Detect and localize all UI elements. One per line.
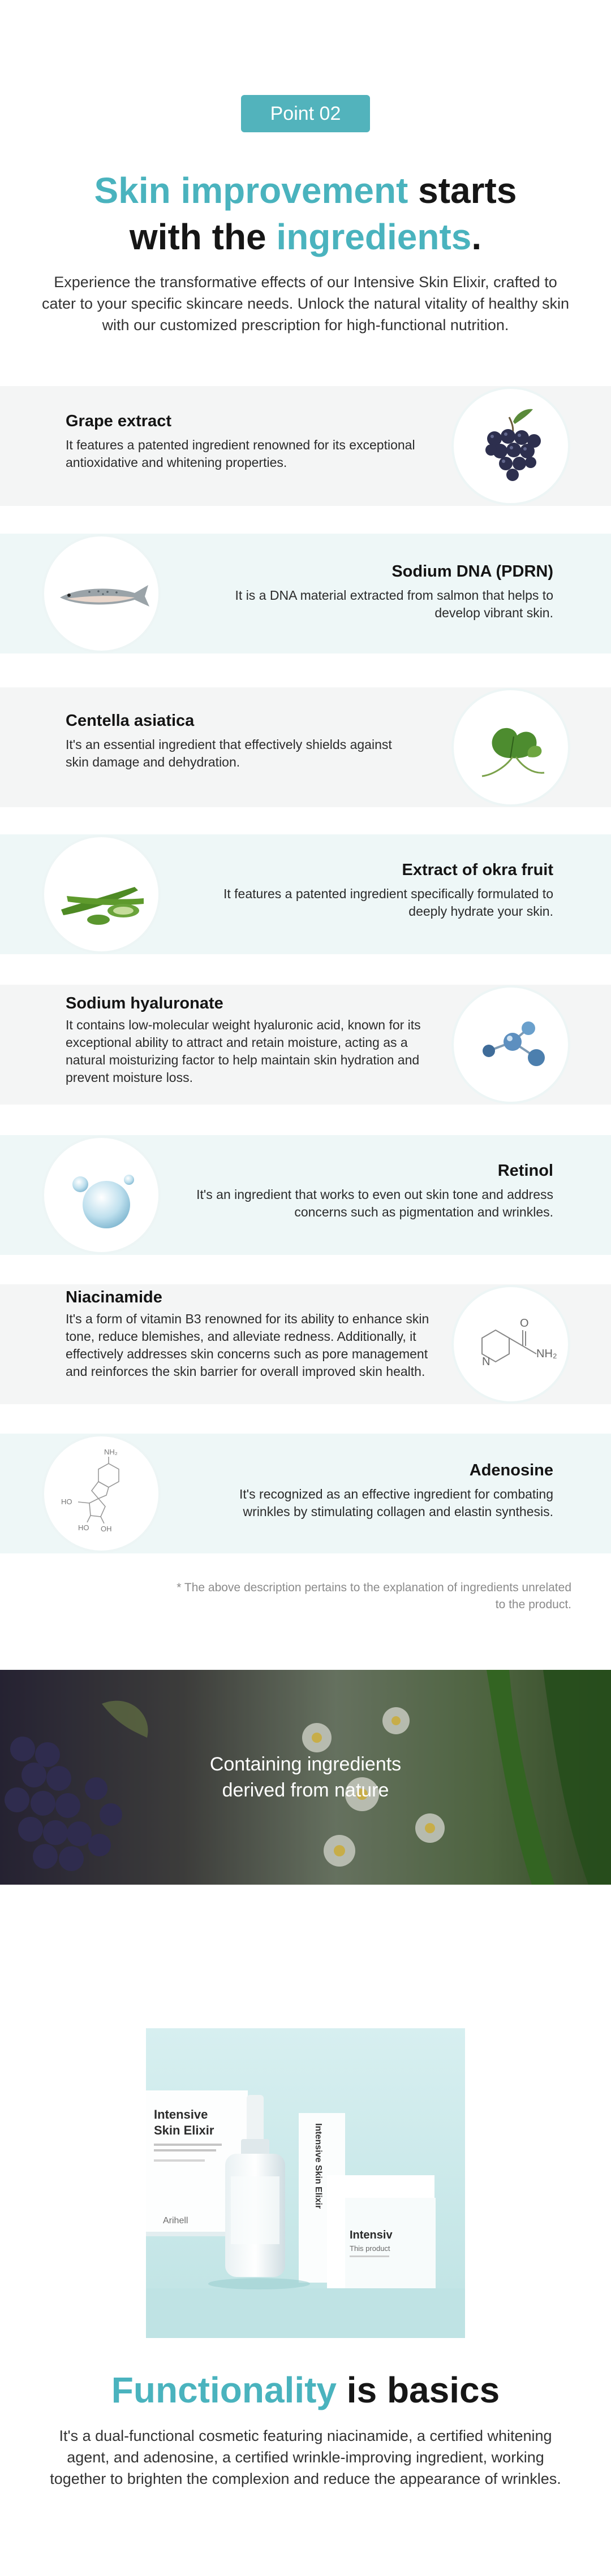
- headline-highlight-2: ingredients: [276, 217, 472, 257]
- centella-leaf-icon: [451, 688, 570, 807]
- ingredient-okra: [181, 859, 553, 920]
- headline-line-2: [0, 214, 611, 260]
- ingredient-desc: It features a patented ingredient specifically formulated to deeply hydrate your skin.: [223, 886, 553, 919]
- headline-line-1: [0, 167, 611, 214]
- functionality-title-rest: is basics: [337, 2370, 500, 2410]
- niacinamide-n-label: N: [482, 1356, 490, 1368]
- ingredient-title: Retinol: [497, 1162, 553, 1180]
- ingredient-title: Extract of okra fruit: [402, 861, 553, 879]
- disclaimer-note: * The above description pertains to the explanation of ingredients unrelated to the product.: [177, 1581, 571, 1611]
- headline-highlight-1: Skin improvement: [94, 170, 408, 211]
- product-box-front-title: Intensiv: [350, 2229, 393, 2241]
- point-badge: Point 02: [241, 95, 370, 132]
- niacinamide-nh2-label: NH₂: [536, 1348, 557, 1360]
- adenosine-ho2-label: HO: [78, 1523, 89, 1532]
- product-box-vertical-text: Intensive Skin Elixir: [313, 2123, 323, 2209]
- ingredient-title: Centella asiatica: [66, 712, 195, 730]
- molecule-icon: [451, 985, 570, 1104]
- ingredient-desc: It contains low-molecular weight hyaluronic acid, known for its exceptional ability to attract and retain moisture, acting as a natural moisturizing factor to help maintain skin hydration and prevent moisture loss.: [66, 1018, 421, 1085]
- ingredient-title: Sodium hyaluronate: [66, 994, 223, 1012]
- product-brand: Arihell: [163, 2216, 188, 2226]
- functionality-title-highlight: Functionality: [111, 2370, 337, 2410]
- functionality-title: [0, 2367, 611, 2413]
- headline-rest-1: starts: [408, 170, 517, 211]
- product-box-front-subtext: This product: [350, 2244, 390, 2253]
- adenosine-nh2-label: NH₂: [104, 1448, 118, 1456]
- ingredient-title: Niacinamide: [66, 1288, 162, 1306]
- ingredient-title: Sodium DNA (PDRN): [391, 562, 553, 581]
- intro-text: Experience the transformative effects of our Intensive Skin Elixir, crafted to cater to your specific skincare needs. Unlock the natural vitality of healthy skin with our customized prescription for high-functional nutrition.: [42, 274, 569, 334]
- ingredient-grape: [66, 410, 433, 471]
- headline-start-2: with the: [129, 217, 277, 257]
- adenosine-oh-label: OH: [101, 1525, 112, 1533]
- headline-end-2: .: [471, 217, 482, 257]
- grape-icon: [451, 387, 570, 505]
- niacinamide-structure-icon: [451, 1285, 570, 1404]
- ingredient-niacinamide: [66, 1287, 433, 1380]
- ingredient-centella: [66, 710, 433, 771]
- ingredient-desc: It's an ingredient that works to even out skin tone and address concerns such as pigmentation and wrinkles.: [196, 1187, 553, 1219]
- ingredient-title: Adenosine: [469, 1461, 553, 1479]
- ingredient-desc: It is a DNA material extracted from salmon that helps to develop vibrant skin.: [235, 588, 553, 620]
- ingredient-desc: It's recognized as an effective ingredient for combating wrinkles by stimulating collagen and elastin synthesis.: [239, 1487, 553, 1519]
- salmon-icon: [42, 534, 161, 653]
- functionality-desc: It's a dual-functional cosmetic featuring niacinamide, a certified whitening agent, and adenosine, a certified wrinkle-improving ingredient, working together to brighten the complexion and reduce the appearance of wrinkles.: [50, 2427, 561, 2487]
- nature-banner: [0, 1670, 611, 1885]
- water-drop-icon: [42, 1136, 161, 1254]
- ingredient-desc: It's an essential ingredient that effectively shields against skin damage and dehydration.: [66, 737, 392, 769]
- ingredient-hyaluronate: [66, 993, 433, 1086]
- ingredient-desc: It's a form of vitamin B3 renowned for its ability to enhance skin tone, reduce blemishes, and alleviate redness. Additionally, it effectively addresses skin concerns such as pore management and reinforces the skin barrier for overall improved skin health.: [66, 1311, 429, 1379]
- nature-caption-line-1: Containing ingredients: [209, 1754, 402, 1775]
- nature-caption: [0, 1670, 611, 1885]
- product-name-line-1: Intensive: [154, 2107, 208, 2122]
- ingredient-adenosine: [181, 1460, 553, 1521]
- nature-caption-line-2: derived from nature: [222, 1780, 389, 1801]
- product-image: [146, 2028, 465, 2338]
- product-name-line-2: Skin Elixir: [154, 2123, 214, 2137]
- okra-icon: [42, 835, 161, 954]
- ingredient-title: Grape extract: [66, 412, 171, 430]
- ingredient-desc: It features a patented ingredient renowned for its exceptional antioxidative and whitening properties.: [66, 438, 415, 470]
- adenosine-ho1-label: HO: [61, 1497, 72, 1506]
- ingredient-pdrn: [181, 561, 553, 622]
- niacinamide-o-label: O: [520, 1317, 529, 1330]
- adenosine-structure-icon: [42, 1434, 161, 1553]
- ingredient-retinol: [181, 1160, 553, 1221]
